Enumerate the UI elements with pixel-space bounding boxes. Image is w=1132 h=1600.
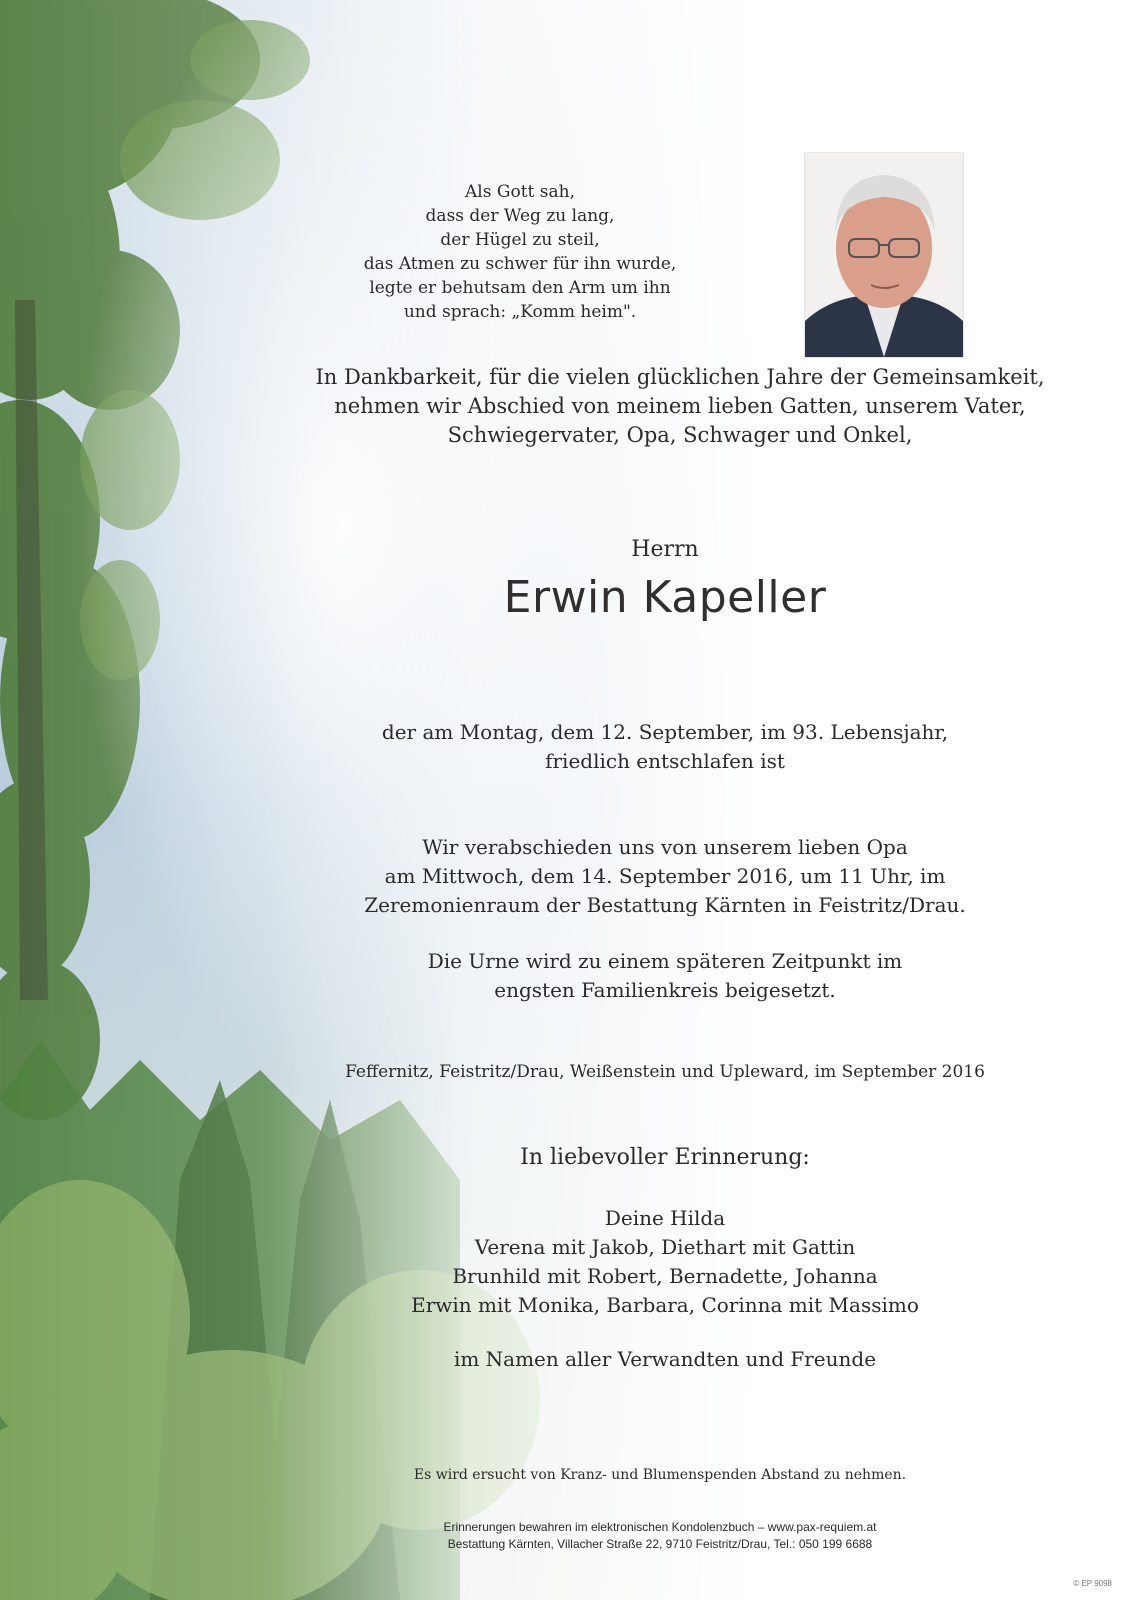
intro-text xyxy=(300,363,1060,450)
family-list xyxy=(330,1204,1000,1320)
family-line: Erwin mit Monika, Barbara, Corinna mit Massimo xyxy=(411,1293,919,1317)
intro-line: Schwiegervater, Opa, Schwager und Onkel, xyxy=(447,423,913,447)
memory-title: In liebevoller Erinnerung: xyxy=(520,1145,810,1170)
poem-line: und sprach: „Komm heim". xyxy=(403,302,637,322)
family-line: Deine Hilda xyxy=(604,1206,726,1230)
honorific: Herrn xyxy=(631,537,699,562)
intro-line: In Dankbarkeit, für die vielen glücklichen Jahre der Gemeinsamkeit, xyxy=(315,365,1045,389)
print-code: © EP 9098 xyxy=(1073,1579,1112,1588)
urn-line: Die Urne wird zu einem späteren Zeitpunkt im xyxy=(427,949,903,973)
poem-line: der Hügel zu steil, xyxy=(440,230,600,250)
urn-notice xyxy=(380,947,950,1005)
footer xyxy=(320,1519,1000,1553)
ceremony-line: Wir verabschieden uns von unserem lieben Opa xyxy=(422,835,908,859)
death-announcement xyxy=(340,718,990,776)
family-line: Brunhild mit Robert, Bernadette, Johanna xyxy=(452,1264,878,1288)
flower-notice: Es wird ersucht von Kranz- und Blumenspenden Abstand zu nehmen. xyxy=(413,1467,907,1483)
poem-line: Als Gott sah, xyxy=(465,182,575,202)
footer-address-line: Bestattung Kärnten, Villacher Straße 22, 9710 Feistritz/Drau, Tel.: 050 199 6688 xyxy=(447,1537,873,1551)
family-line: Verena mit Jakob, Diethart mit Gattin xyxy=(474,1235,856,1259)
portrait-photo xyxy=(804,152,964,358)
ceremony-details xyxy=(330,833,1000,920)
footer-condolence-line: Erinnerungen bewahren im elektronischen Kondolenzbuch – www.pax-requiem.at xyxy=(443,1520,877,1534)
poem xyxy=(330,180,710,324)
ceremony-line: am Mittwoch, dem 14. September 2016, um 11 Uhr, im xyxy=(384,864,946,888)
poem-line: dass der Weg zu lang, xyxy=(425,206,615,226)
death-line: friedlich entschlafen ist xyxy=(545,749,785,773)
poem-line: das Atmen zu schwer für ihn wurde, xyxy=(363,254,677,274)
urn-line: engsten Familienkreis beigesetzt. xyxy=(494,978,836,1002)
closing-line: im Namen aller Verwandten und Freunde xyxy=(453,1347,877,1371)
portrait-illustration xyxy=(805,153,963,357)
deceased-name: Erwin Kapeller xyxy=(503,572,827,623)
ceremony-line: Zeremonienraum der Bestattung Kärnten in Feistritz/Drau. xyxy=(364,893,966,917)
intro-line: nehmen wir Abschied von meinem lieben Gatten, unserem Vater, xyxy=(334,394,1026,418)
places-date: Feffernitz, Feistritz/Drau, Weißenstein und Upleward, im September 2016 xyxy=(345,1062,985,1082)
poem-line: legte er behutsam den Arm um ihn xyxy=(369,278,671,298)
death-line: der am Montag, dem 12. September, im 93. Lebensjahr, xyxy=(381,720,949,744)
